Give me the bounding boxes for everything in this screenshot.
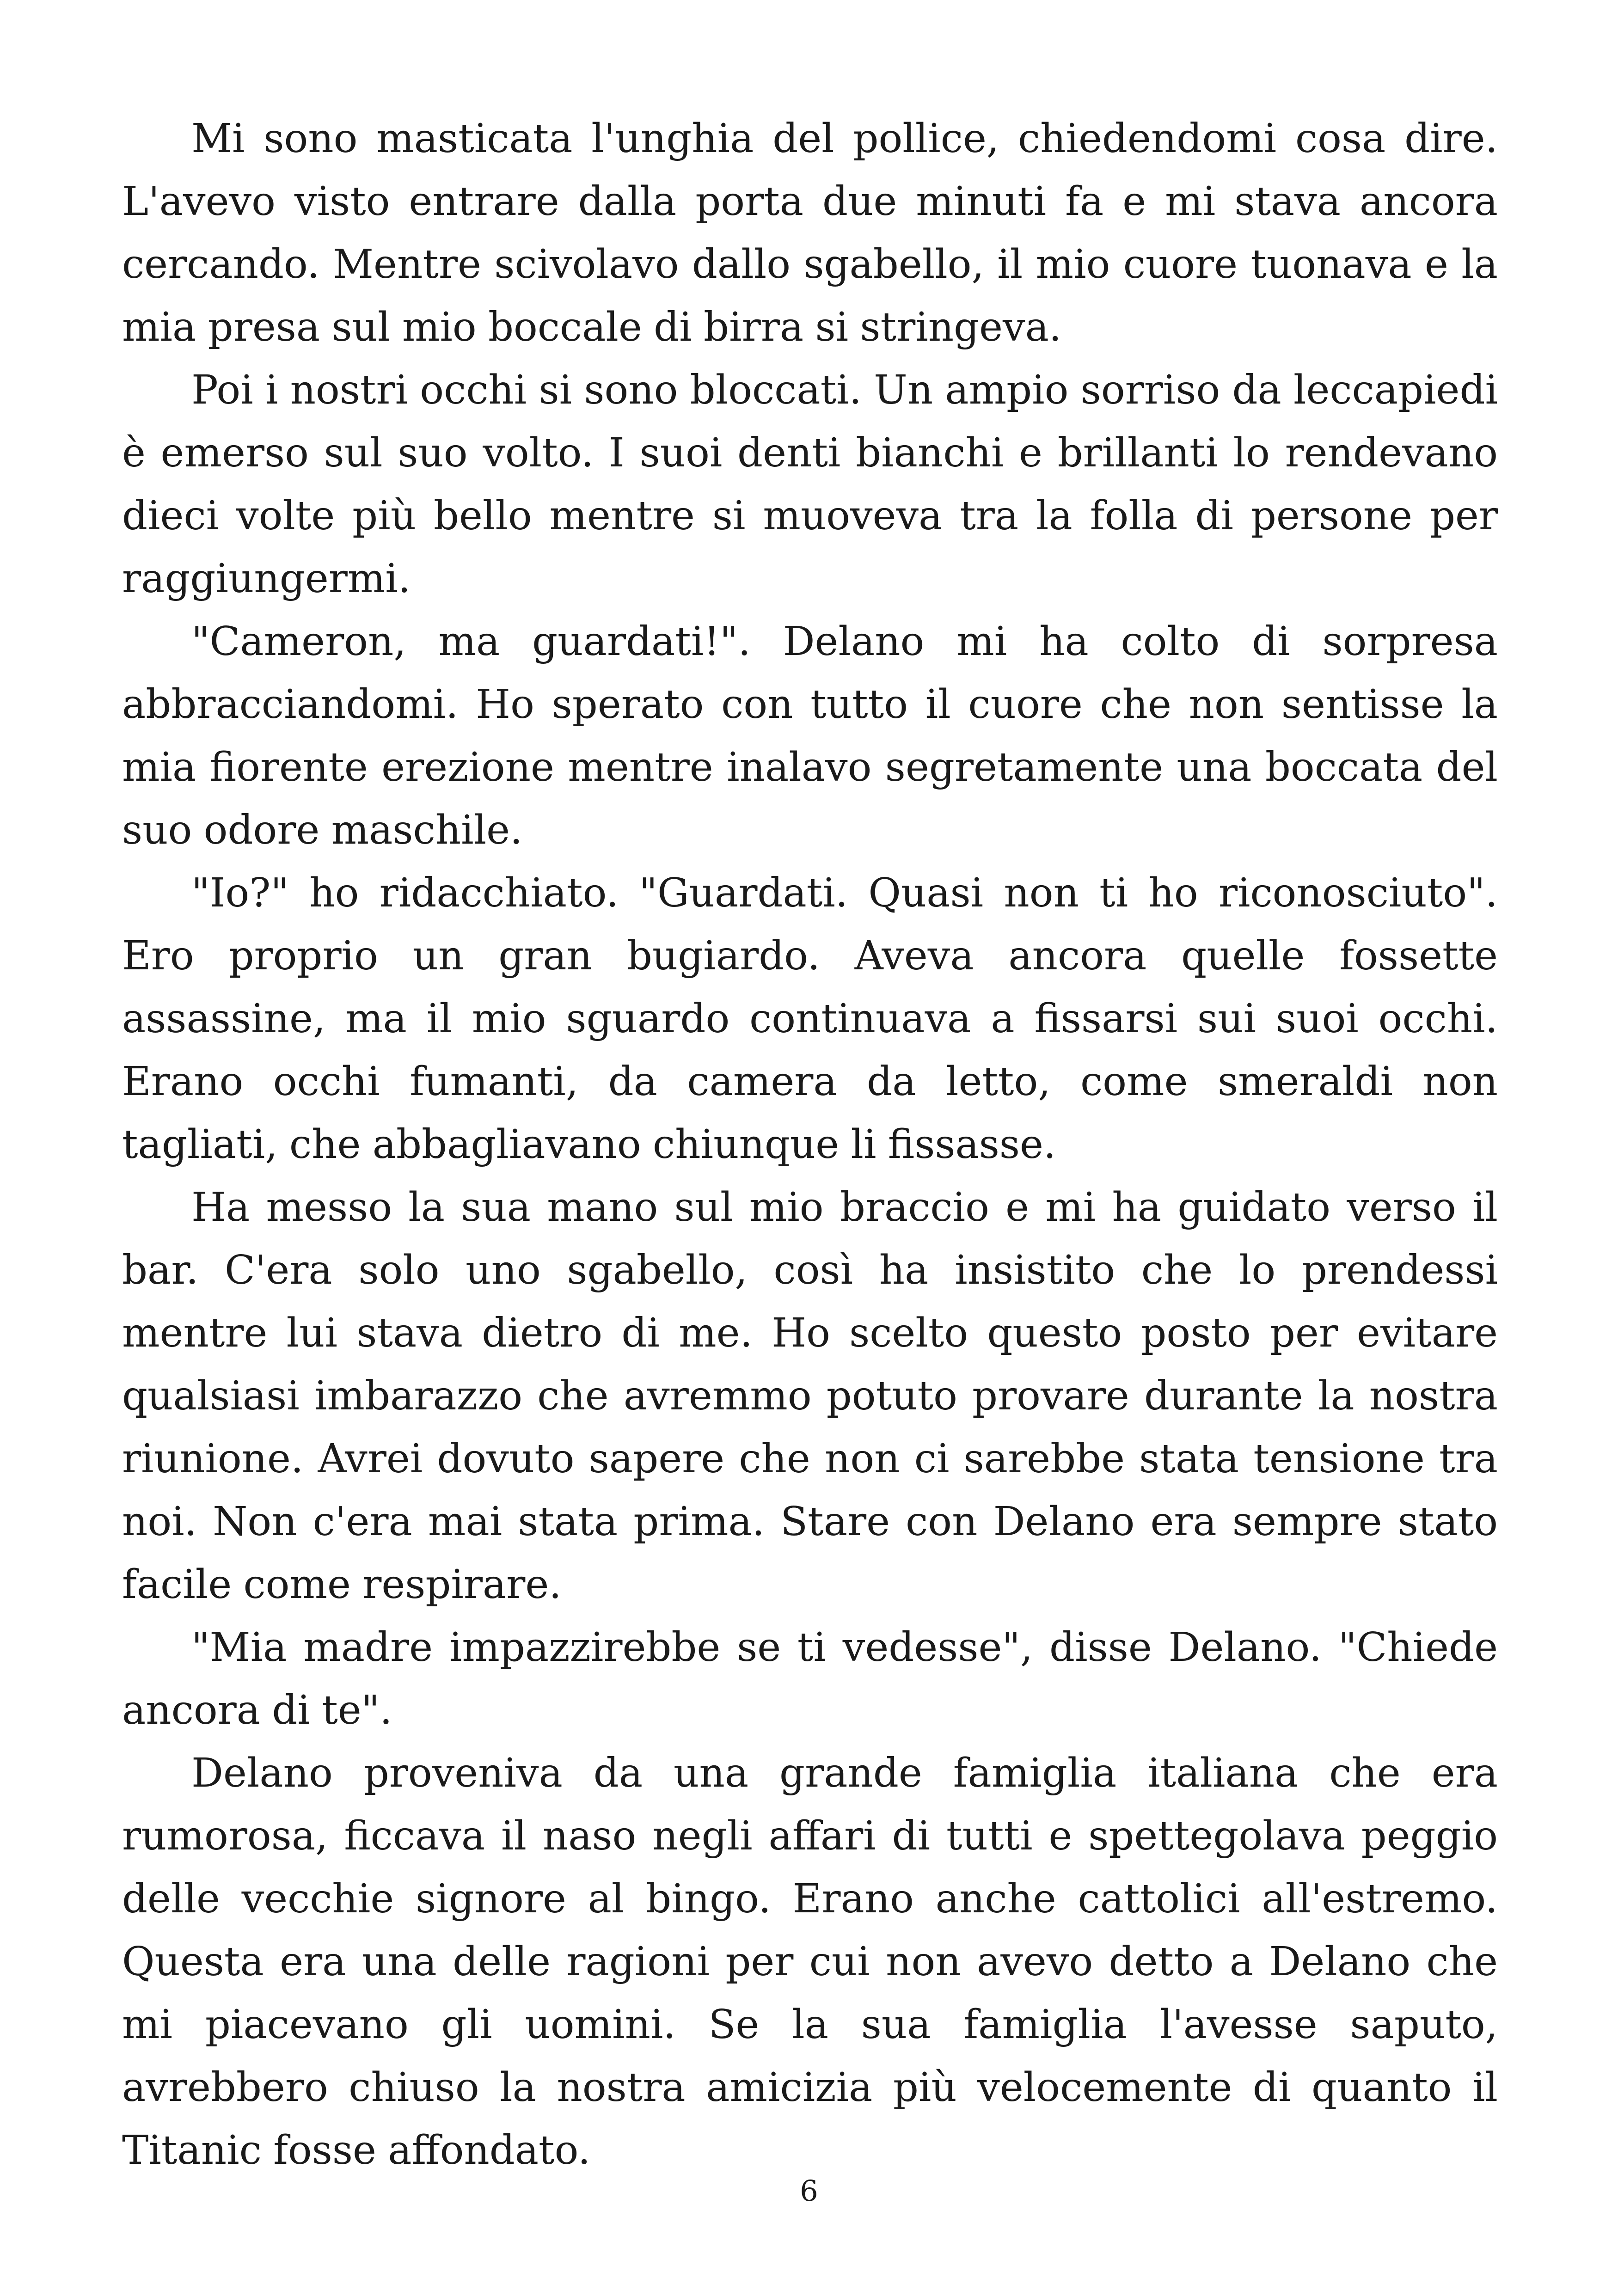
paragraph-2: Poi i nostri occhi si sono bloccati. Un ampio sorriso da leccapiedi è emerso sul suo volto. I suoi denti bianchi e brillanti lo rendevano dieci volte più bello mentre si muoveva tra la folla di persone per raggiungermi. [122, 367, 1498, 602]
paragraph-6: "Mia madre impazzirebbe se ti vedesse", disse Delano. "Chiede ancora di te". [122, 1624, 1498, 1733]
paragraph-5: Ha messo la sua mano sul mio braccio e mi ha guidato verso il bar. C'era solo uno sgabello, così ha insistito che lo prendessi mentre lui stava dietro di me. Ho scelto questo posto per evitare qualsiasi imbarazzo che avremmo potuto provare durante la nostra riunione. Avrei dovuto sapere che non ci sarebbe stata tensione tra noi. Non c'era mai stata prima. Stare con Delano era sempre stato facile come respirare. [122, 1184, 1498, 1608]
page-number: 6 [800, 2174, 818, 2208]
paragraph-1: Mi sono masticata l'unghia del pollice, chiedendomi cosa dire. L'avevo visto entrare dalla porta due minuti fa e mi stava ancora cercando. Mentre scivolavo dallo sgabello, il mio cuore tuonava e la mia presa sul mio boccale di birra si stringeva. [122, 116, 1498, 350]
page-body [122, 107, 1498, 2182]
paragraph-7: Delano proveniva da una grande famiglia italiana che era rumorosa, ficcava il naso negli affari di tutti e spettegolava peggio delle vecchie signore al bingo. Erano anche cattolici all'estremo. Questa era una delle ragioni per cui non avevo detto a Delano che mi piacevano gli uomini. Se la sua famiglia l'avesse saputo, avrebbero chiuso la nostra amicizia più velocemente di quanto il Titanic fosse affondato. [122, 1750, 1498, 2174]
paragraph-4: "Io?" ho ridacchiato. "Guardati. Quasi non ti ho riconosciuto". Ero proprio un gran bugiardo. Aveva ancora quelle fossette assassine, ma il mio sguardo continuava a fissarsi sui suoi occhi. Erano occhi fumanti, da camera da letto, come smeraldi non tagliati, che abbagliavano chiunque li fissasse. [122, 870, 1498, 1168]
paragraph-3: "Cameron, ma guardati!". Delano mi ha colto di sorpresa abbracciandomi. Ho sperato con tutto il cuore che non sentisse la mia fiorente erezione mentre inalavo segretamente una boccata del suo odore maschile. [122, 618, 1498, 853]
